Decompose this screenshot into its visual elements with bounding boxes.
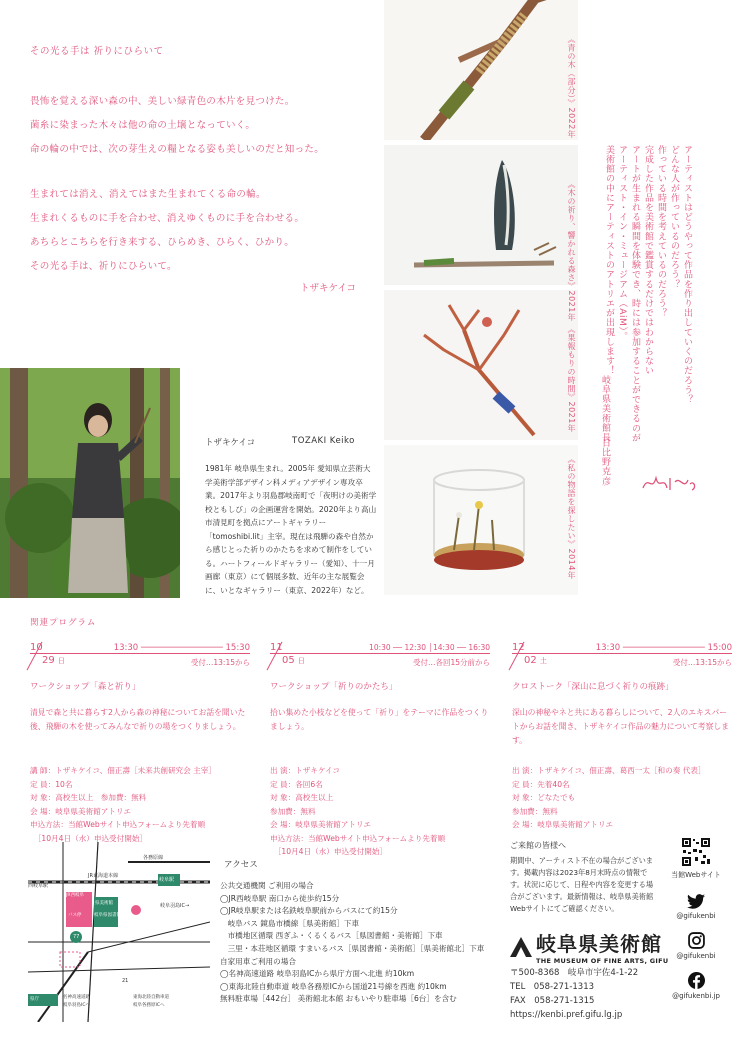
map-label: 21 [122, 978, 129, 984]
profile-bio: 1981年 岐阜県生まれ。2005年 愛知県立芸術大学美術学部デザイン科メディアデザイン専攻卒業。2017年より羽島郡岐南町で「夜明けの美術学校ともしび」の企画運営を開始。2020年より高山市清見町を拠点にアートギャラリー「tomoshibi.lit」主宰。現在は飛騨の森や自然から感じとった祈りのかたちを求めて制作をしている。ハートフィールドギャラリー（愛知）、十一月画廊（東京）にて個展多数、近年の主な展覧会に、いとなギャラリー（東京、2022年）など。 [205, 464, 377, 595]
artwork-caption: 《木の祈り、響かれる森さ》2021年 [567, 180, 576, 322]
twitter-handle[interactable]: @gifukenbi [676, 912, 716, 920]
artist-portrait-photo [0, 368, 180, 598]
program-desc: 清見で森と共に暮らす2人から森の神秘についてお話を聞いた後、飛騨の木を使ってみんなで祈りの場をつくりましょう。 [30, 708, 246, 731]
program-reception: 受付…13:15から [190, 658, 250, 667]
artwork-caption: 《果報もりの時間》2021年 [567, 325, 576, 433]
program-desc: 拾い集めた小枝などを使って「祈り」をテーマに作品をつくりましょう。 [270, 708, 489, 731]
social-links [660, 837, 732, 1000]
program-divider [30, 653, 250, 654]
map-label: JR西岐阜 [66, 893, 84, 898]
poem-line: 命の輪の中では、次の芽生えの糧となる姿も美しいのだと知った。 [30, 144, 325, 155]
program-times: 13:30 ──────────────── 15:30 [113, 643, 250, 653]
notice-title: ご来館の皆様へ [510, 841, 566, 850]
program-reception: 受付…各回15分前から [412, 658, 490, 667]
poem-title: その光る手は 祈りにひらいて [30, 46, 164, 57]
poem-line: その光る手は、祈りにひらいて。 [30, 261, 177, 272]
map-label: 岐阜駅 [159, 877, 175, 883]
program-divider [270, 653, 490, 654]
poem-line: あちらとこちらを行き来する、ひらめき、ひらく、ひかり。 [30, 237, 295, 248]
poem-author: トザキケイコ [300, 283, 356, 294]
program-details: 出 演：トザキケイコ、佃正壽、葛西一太［和の奏 代表］ 定 員：先着40名 対 象：どなたでも 参加費：無料 会 場：岐阜県美術館アトリエ [512, 766, 706, 829]
program-reception: 受付…13:15から [672, 658, 732, 667]
program-title: ワークショップ「森と祈り」 [30, 682, 141, 692]
program-card [30, 640, 250, 845]
map-label: 東海北陸自動車道 [133, 995, 169, 1000]
museum-fax: FAX 058-271-1315 [510, 996, 595, 1006]
program-card [270, 640, 490, 859]
artist-message-line: 完成した作品を美術館で鑑賞するだけではわからない [643, 145, 653, 376]
poem-line: 畏怖を覚える深い森の中、美しい緑青色の木片を見つけた。 [30, 96, 295, 107]
artist-signature-name: 日比野克彦 [600, 438, 610, 486]
program-month: 12 [512, 642, 525, 653]
website-label: 当館Webサイト [671, 871, 721, 879]
museum-postal: 〒500-8368 岐阜市宇佐4-1-22 [510, 968, 639, 978]
artist-message-line: どんな人が作っているのだろう？ [669, 145, 679, 289]
instagram-icon[interactable] [688, 932, 705, 949]
museum-name: 岐阜県美術館 [536, 932, 662, 956]
artwork-photo-figure [384, 145, 578, 285]
map-label: 岐阜羽島IC→ [160, 903, 190, 909]
twitter-icon[interactable] [687, 894, 705, 909]
program-month: 10 [30, 642, 43, 653]
map-label: 77 [73, 934, 80, 940]
notice-text: 期間中、アーティスト不在の場合がございます。掲載内容は2023年8月末時点の情報です。状況に応じて、日程や内容を変更する場合がございます。最新情報は、岐阜県美術館Webサイトにてご確認ください。 [510, 856, 654, 913]
map-label: バス停 [68, 913, 82, 918]
artist-message-line: 美術館の中にアーティストのアトリエが出現します！ [604, 145, 614, 376]
map-label: 岐阜県図書館 [94, 913, 121, 918]
profile-name-en: TOZAKI Keiko [292, 436, 355, 446]
artwork-photo-branch [384, 0, 578, 140]
program-times: 10:30 ── 12:30 │14:30 ── 16:30 [369, 643, 490, 652]
programs-section-title: 関連プログラム [30, 618, 97, 628]
map-label: JR東海道本線 [88, 873, 118, 879]
artwork-caption: 《私の物語を探したい》2014年 [567, 455, 576, 580]
program-title: ワークショップ「祈りのかたち」 [270, 682, 398, 692]
program-title: クロストーク「深山に息づく祈りの痕跡」 [512, 682, 674, 692]
map-label: 各務原線 [143, 855, 164, 861]
artwork-photo-terrarium [384, 445, 578, 595]
museum-name-en: THE MUSEUM OF FINE ARTS, GIFU [536, 957, 669, 965]
handwritten-signature [640, 470, 700, 500]
artist-message-line: アーティスト・イン・ミュージアム（AiM）。 [617, 145, 627, 342]
program-details: 講 師：トザキケイコ、佃正壽［未来共創研究会 主宰］ 定 員：10名 対 象：高校生以上 参加費：無料 会 場：岐阜県美術館アトリエ 申込方法：当館Webサイト申込フォームより先着順 ［10月4日（水）申込受付開始］ [30, 766, 216, 843]
museum-logo [510, 928, 668, 965]
program-details: 出 演：トザキケイコ 定 員：各回6名 対 象：高校生以上 参加費：無料 会 場：岐阜県美術館アトリエ 申込方法：当館Webサイト申込フォームより先着順 ［10月4日（水）申込受付開始］ [270, 766, 446, 856]
map-label: 名神高速道路 [63, 995, 90, 1000]
program-day: 29 日 [42, 655, 65, 666]
map-label: 岐阜羽島ICへ [63, 1003, 90, 1008]
program-divider [512, 653, 732, 654]
artist-message-line: アートが生まれる瞬間を体験でき、時には参加することができるのが [630, 145, 640, 443]
program-times: 13:30 ──────────────── 15:00 [595, 643, 732, 653]
artist-signature-role: 岐阜県美術館長 [600, 375, 610, 443]
museum-logo-mark-icon [510, 937, 532, 957]
artwork-caption: 《青の木（部分）》2022年 [567, 35, 576, 139]
program-card [512, 640, 732, 832]
instagram-handle[interactable]: @gifukenbi [676, 952, 716, 960]
poem-line: 生まれては消え、消えてはまた生まれてくる命の輪。 [30, 189, 266, 200]
program-desc: 深山の神秘やネと共にある暮らしについて、2人のエキスパートからお話を聞き、トザキケイコ作品の魅力について考察します。 [512, 708, 729, 745]
access-title: アクセス [224, 860, 258, 870]
museum-contact [510, 966, 638, 1022]
artwork-photo-coral-branch [384, 290, 578, 440]
artist-message-line: 作っている時間を考えているのだろう？ [656, 145, 666, 318]
program-month: 11 [270, 642, 283, 653]
map-label: 県庁 [30, 997, 39, 1002]
poem-line: 菌糸に染まった木々は他の命の土壌となっていく。 [30, 120, 256, 131]
artist-message-line: アーティストはどうやって作品を作り出していくのだろう？ [682, 145, 692, 405]
access-info: 公共交通機関 ご利用の場合 ◯JR西岐阜駅 南口から徒歩約15分 ◯JR岐阜駅または名鉄岐阜駅前からバスにて約15分 岐阜バス 鏡島市橋線［県美術館］下車 市橋地区循環 西ぎふ・くるくるバス［県図書館・美術館］下車 三里・本荘地区循環 すまいるバス［県図書館・美術館］［県美術館北］下車 自家用車ご利用の場合 ◯名神高速道路 岐阜羽島ICから県庁方面へ北進 約10km ◯東海北陸自動車道 岐阜各務原ICから国道21号線を西進 約10km 無料駐車場［442台］ 美術館北本館 おもいやり駐車場［6台］を含む [220, 881, 485, 1004]
map-label: 西岐阜駅 [28, 883, 49, 889]
access-map [28, 842, 210, 1022]
museum-tel: TEL 058-271-1313 [510, 982, 595, 992]
facebook-icon[interactable] [688, 972, 705, 989]
museum-url[interactable]: https://kenbi.pref.gifu.lg.jp [510, 1010, 623, 1020]
map-label: 県美術館 [95, 901, 113, 906]
program-day: 02 土 [524, 655, 547, 666]
qr-code-icon[interactable] [681, 837, 711, 867]
poem-line: 生まれくるものに手を合わせ、消えゆくものに手を合わせる。 [30, 213, 305, 224]
program-day: 05 日 [282, 655, 305, 666]
facebook-handle[interactable]: @gifukenbi.jp [672, 992, 720, 1000]
map-label: 岐阜各務原ICへ [133, 1003, 165, 1008]
profile-name-jp: トザキケイコ [205, 438, 256, 448]
